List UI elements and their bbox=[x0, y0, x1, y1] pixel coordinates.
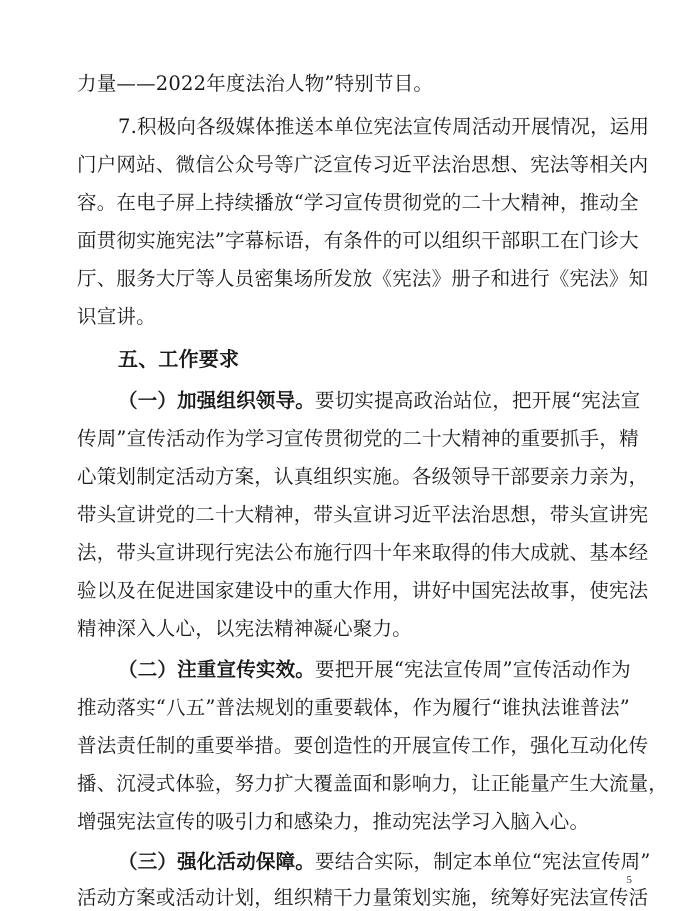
line-text: 力量——2022年度法治人物”特别节目。 bbox=[77, 72, 434, 95]
page-number: 5 bbox=[626, 874, 632, 886]
text-line bbox=[77, 464, 648, 490]
section-heading bbox=[118, 346, 239, 372]
line-text: 活动方案或活动计划，组织精干力量策划实施，统筹好宪法宣传活 bbox=[77, 886, 649, 909]
line-text: 门户网站、微信公众号等广泛宣传习近平法治思想、宪法等相关内 bbox=[77, 153, 649, 176]
line-text: 7.积极向各级媒体推送本单位宪法宣传周活动开展情况，运用 bbox=[118, 115, 650, 138]
line-text: 带头宣讲党的二十大精神，带头宣讲习近平法治思想，带头宣讲宪 bbox=[77, 503, 649, 526]
text-line bbox=[77, 304, 156, 330]
subsection-lead: （三）强化活动保障。 bbox=[118, 850, 316, 873]
text-line bbox=[77, 540, 648, 566]
text-line bbox=[77, 502, 648, 528]
text-line bbox=[77, 190, 639, 216]
text-line bbox=[77, 266, 648, 292]
line-text: 推动落实“八五”普法规划的重要载体，作为履行“谁执法谁普法” bbox=[77, 696, 630, 719]
text-line bbox=[77, 695, 630, 721]
text-line bbox=[77, 71, 433, 97]
line-text: 面贯彻实施宪法”字幕标语，有条件的可以组织干部职工在门诊大 bbox=[77, 229, 639, 252]
line-text: 法，带头宣讲现行宪法公布施行四十年来取得的伟大成就、基本经 bbox=[77, 541, 649, 564]
text-line bbox=[77, 228, 639, 254]
text-line bbox=[77, 616, 412, 642]
text-line bbox=[77, 885, 648, 911]
line-text: 容。在电子屏上持续播放“学习宣传贯彻党的二十大精神，推动全 bbox=[77, 191, 639, 214]
subsection-lead: （二）注重宣传实效。 bbox=[118, 658, 316, 681]
section-heading-text: 五、工作要求 bbox=[118, 347, 240, 371]
line-text: 厅、服务大厅等人员密集场所发放《宪法》册子和进行《宪法》知 bbox=[77, 267, 649, 290]
subsection-lead: （一）加强组织领导。 bbox=[118, 389, 316, 412]
text-line bbox=[77, 152, 648, 178]
line-text: 增强宪法宣传的吸引力和感染力，推动宪法学习入脑入心。 bbox=[77, 810, 590, 833]
line-text: 传周”宣传活动作为学习宣传贯彻党的二十大精神的重要抓手，精 bbox=[77, 427, 639, 450]
line-text: 普法责任制的重要举措。要创造性的开展宣传工作，强化互动化传 bbox=[77, 734, 649, 757]
line-text: 识宣讲。 bbox=[77, 305, 156, 328]
text-line bbox=[77, 771, 668, 797]
text-line bbox=[118, 388, 640, 414]
line-text: 验以及在促进国家建设中的重大作用，讲好中国宪法故事，使宪法 bbox=[77, 579, 649, 602]
text-line bbox=[77, 578, 648, 604]
line-text: 要结合实际，制定本单位“宪法宣传周” bbox=[315, 850, 651, 873]
text-line bbox=[77, 426, 639, 452]
text-line bbox=[118, 849, 651, 875]
text-line bbox=[77, 733, 648, 759]
text-line bbox=[77, 809, 589, 835]
line-text: 要把开展“宪法宣传周”宣传活动作为 bbox=[315, 658, 631, 681]
text-line bbox=[118, 657, 631, 683]
text-line bbox=[118, 114, 649, 140]
line-text: 精神深入人心，以宪法精神凝心聚力。 bbox=[77, 617, 412, 640]
line-text: 播、沉浸式体验，努力扩大覆盖面和影响力，让正能量产生大流量， bbox=[77, 772, 669, 795]
line-text: 要切实提高政治站位，把开展“宪法宣 bbox=[315, 389, 641, 412]
line-text: 心策划制定活动方案，认真组织实施。各级领导干部要亲力亲为， bbox=[77, 465, 649, 488]
